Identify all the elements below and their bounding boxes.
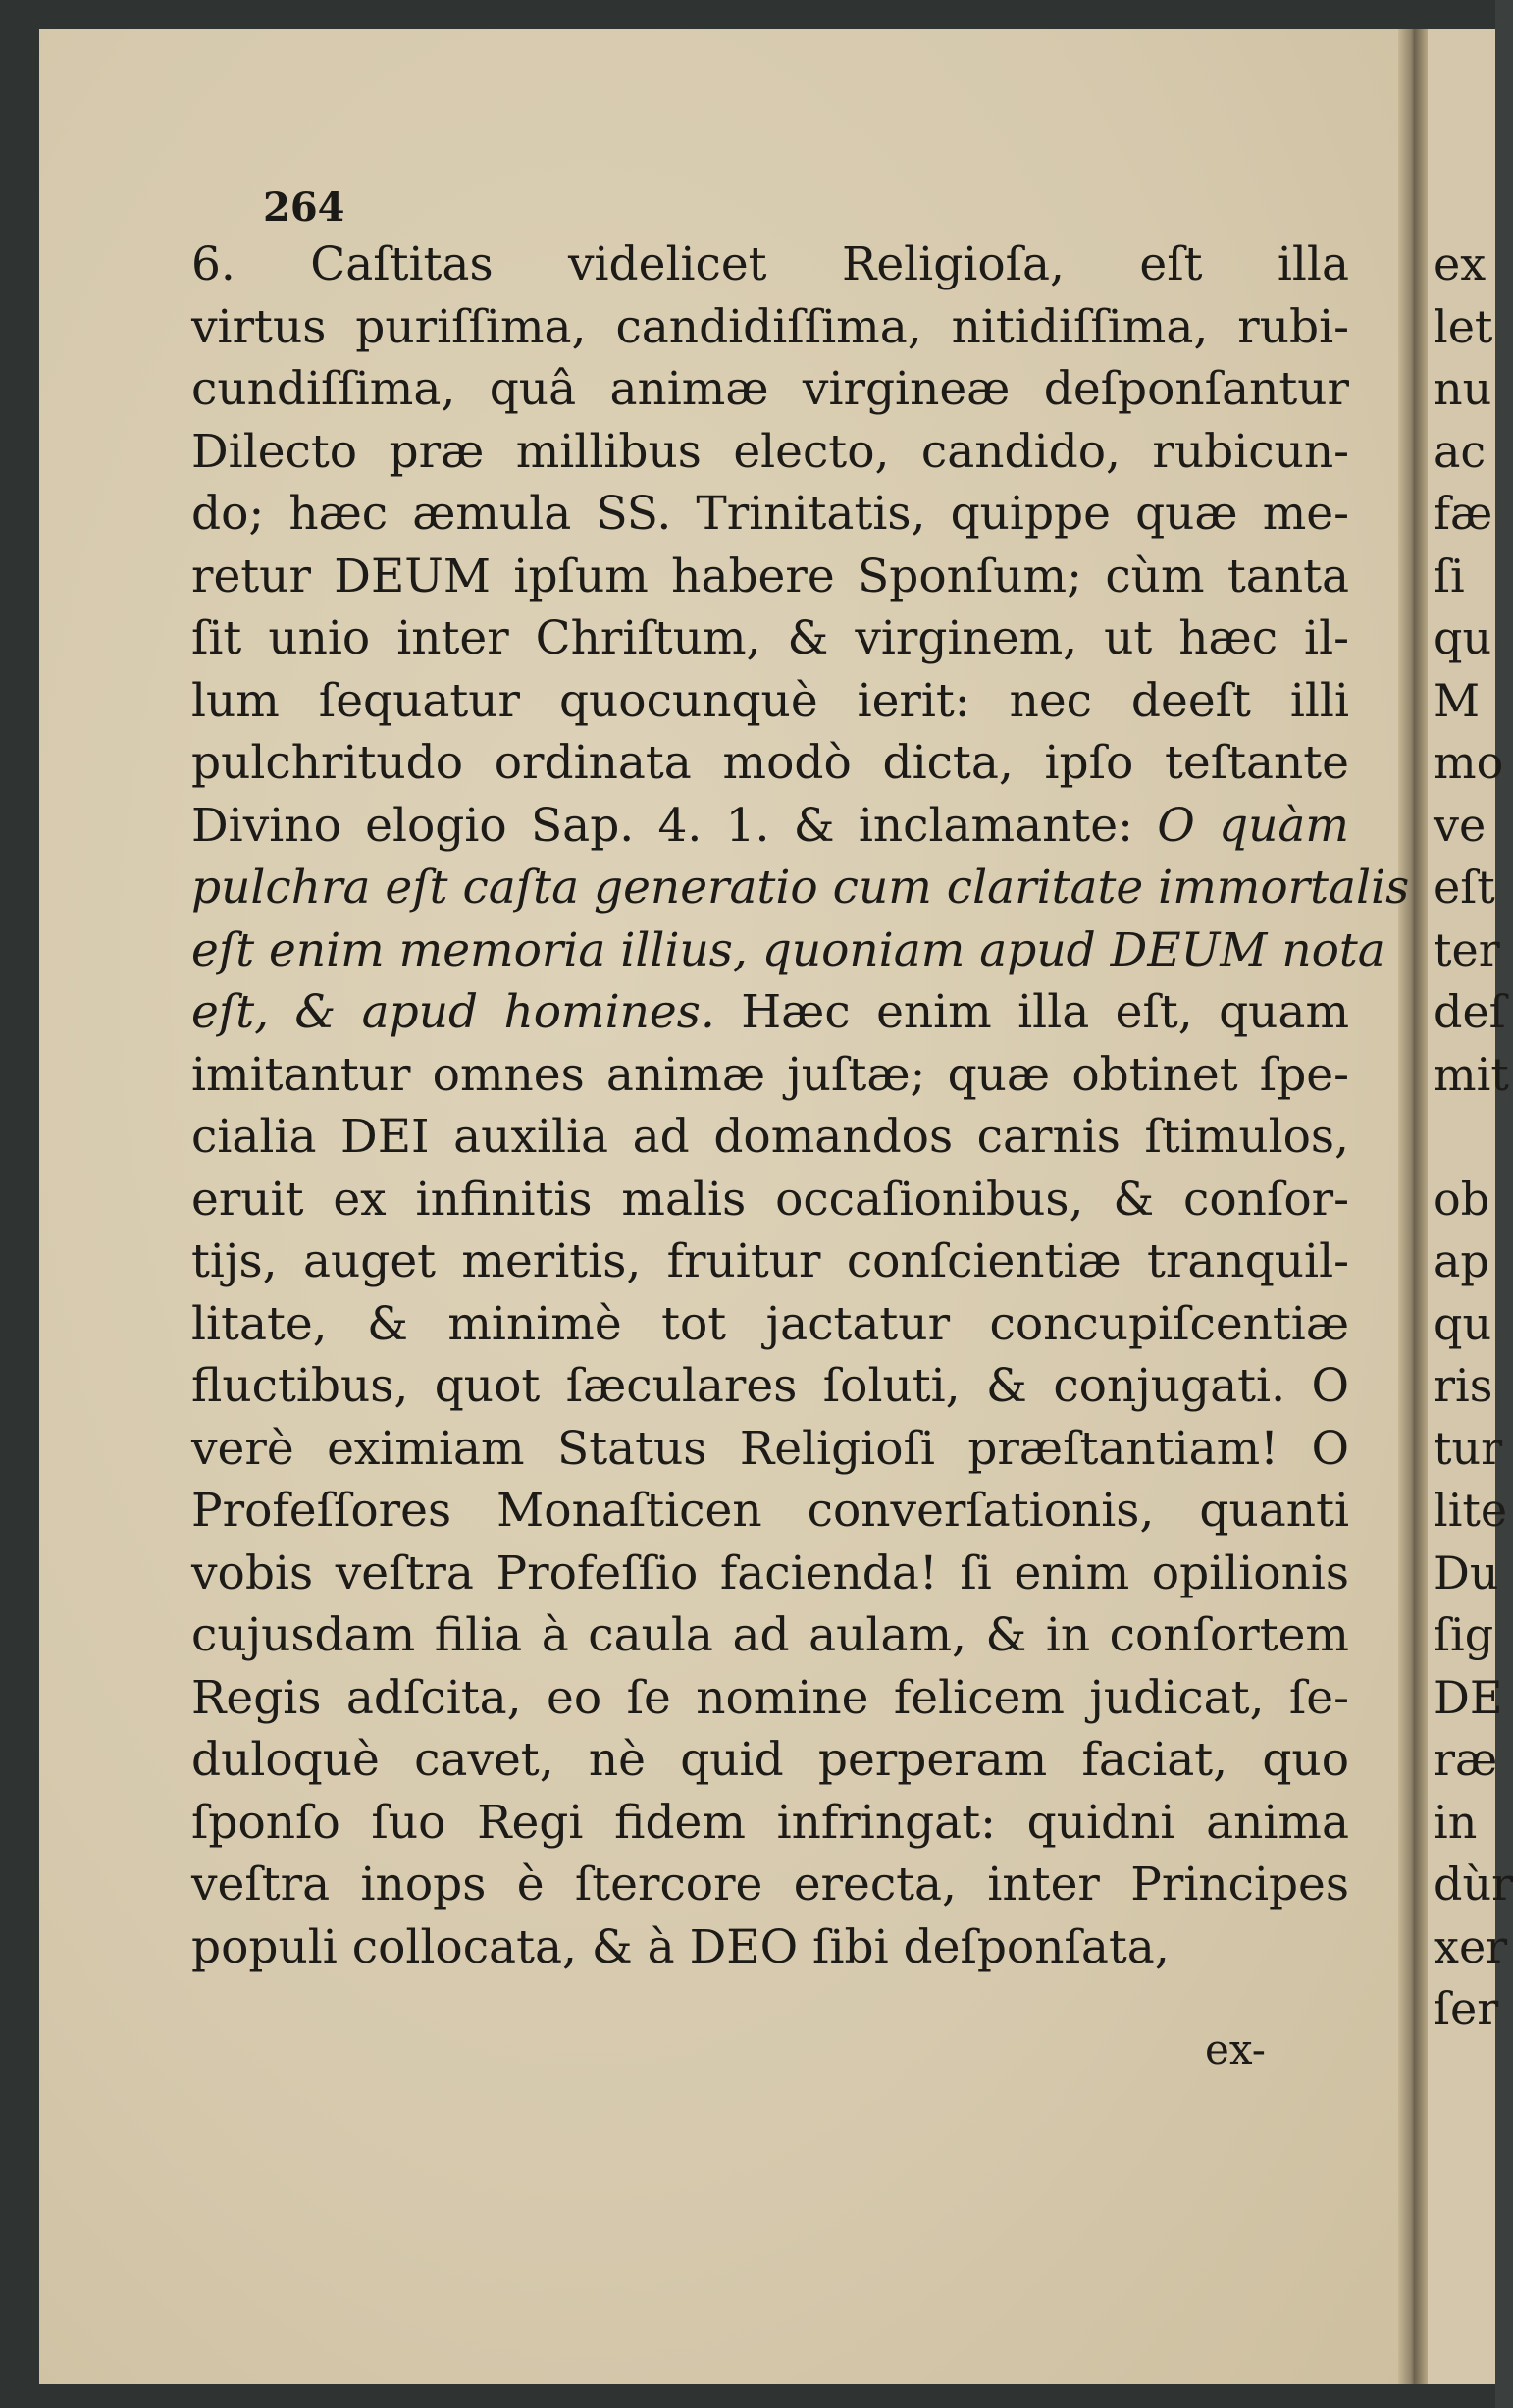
text-line <box>191 795 1349 858</box>
facing-page-fragment: nu <box>1434 362 1492 415</box>
text-run: litate, & minimè tot jactatur concupiſcentiæ <box>191 1296 1349 1351</box>
text-run: eruit ex infinitis malis occaſionibus, & conſor- <box>191 1172 1349 1227</box>
facing-page-fragment: let <box>1434 299 1493 353</box>
facing-page-fragment: ræ <box>1434 1733 1498 1786</box>
text-run: pulchritudo ordinata modò dicta, ipſo teſtante <box>191 736 1349 790</box>
facing-page-fragment: tur <box>1434 1421 1503 1475</box>
facing-page-fragment: ſer <box>1434 1982 1499 2035</box>
facing-page-fragment: deſ <box>1434 985 1506 1038</box>
text-run: cundiſſima, quâ animæ virgineæ deſponſantur <box>191 362 1349 416</box>
text-line <box>191 1480 1349 1543</box>
text-line <box>191 421 1349 484</box>
text-run: lum ſequatur quocunquè ierit: nec deeſt illi <box>191 673 1349 728</box>
text-line <box>191 732 1349 795</box>
text-run: veſtra inops è ſtercore erecta, inter Principes <box>191 1858 1349 1911</box>
facing-page-fragment: fæ <box>1434 487 1493 540</box>
text-line <box>191 483 1349 546</box>
text-run: 6. Caſtitas videlicet Religioſa, eſt illa <box>191 237 1349 291</box>
text-line <box>191 1543 1349 1605</box>
text-line <box>191 607 1349 670</box>
text-run: Hæc enim illa eſt, quam <box>714 985 1350 1039</box>
text-run: ſponſo ſuo Regi fidem infringat: quidni anima <box>191 1795 1349 1850</box>
facing-page-fragment: xer <box>1434 1919 1508 1973</box>
facing-page-fragment: ve <box>1434 798 1487 852</box>
text-line <box>191 1792 1349 1855</box>
paragraph-gap <box>1434 1106 1513 1169</box>
text-line <box>191 1729 1349 1792</box>
facing-page-fragment: eſt <box>1434 861 1495 914</box>
text-line <box>191 857 1410 919</box>
facing-page-fragment: ſig <box>1434 1608 1494 1661</box>
text-line <box>191 1604 1349 1667</box>
facing-page-fragment: DE <box>1434 1670 1503 1724</box>
text-line <box>191 919 1385 982</box>
facing-page-fragment: ac <box>1434 424 1487 478</box>
text-line <box>191 546 1349 608</box>
text-line <box>191 234 1349 296</box>
page-number: 264 <box>263 184 345 231</box>
text-run: ſit unio inter Chriſtum, & virginem, ut hæc il- <box>191 611 1349 665</box>
facing-page-fragment: ap <box>1434 1234 1489 1287</box>
facing-page-fragment: ſi <box>1434 549 1465 602</box>
text-line <box>191 1169 1349 1231</box>
text-line <box>191 296 1349 359</box>
text-line <box>191 1667 1349 1730</box>
text-run: retur DEUM ipſum habere Sponſum; cùm tanta <box>191 549 1349 603</box>
text-run: virtus puriſſima, candidiſſima, nitidiſſima, rubi- <box>191 299 1349 354</box>
text-run: cialia DEI auxilia ad domandos carnis ſtimulos, <box>191 1110 1349 1164</box>
facing-page-text-fragments <box>1434 234 1513 2041</box>
facing-page-fragment: ris <box>1434 1359 1493 1412</box>
text-run: Regis adſcita, eo ſe nomine felicem judicat, ſe- <box>191 1670 1349 1725</box>
text-run: Profeſſores Monaſticen converſationis, quanti <box>191 1484 1349 1538</box>
facing-page-fragment: qu <box>1434 1296 1492 1350</box>
text-line <box>191 1106 1349 1169</box>
text-run: Dilecto præ millibus electo, candido, rubicun- <box>191 424 1349 479</box>
catchword: ex- <box>1205 2025 1266 2073</box>
facing-page-fragment: mit <box>1434 1047 1509 1101</box>
facing-page-fragment: dùr <box>1434 1858 1513 1911</box>
facing-page-fragment: ter <box>1434 922 1500 976</box>
body-text <box>191 234 1410 1978</box>
text-run: fluctibus, quot ſæculares ſoluti, & conjugati. O <box>191 1359 1349 1413</box>
facing-page-fragment: mo <box>1434 736 1504 789</box>
italic-text-run: O quàm <box>1157 798 1349 853</box>
text-line <box>191 1230 1349 1293</box>
text-run: Divino elogio Sap. 4. 1. & inclamante: <box>191 798 1158 853</box>
book-gutter <box>1398 29 1428 2384</box>
facing-page-fragment: ob <box>1434 1172 1490 1226</box>
text-run: do; hæc æmula SS. Trinitatis, quippe quæ me- <box>191 487 1349 541</box>
text-run: tijs, auget meritis, fruitur conſcientiæ tranquil- <box>191 1234 1349 1288</box>
facing-page-fragment: lite <box>1434 1484 1508 1537</box>
italic-text-run: eſt enim memoria illius, quoniam apud DEUM nota <box>191 922 1385 977</box>
text-line <box>191 670 1349 733</box>
text-line <box>191 358 1349 421</box>
text-run: vobis veſtra Profeſſio facienda! ſi enim opilionis <box>191 1545 1349 1600</box>
text-line <box>191 1044 1349 1107</box>
text-run: imitantur omnes animæ juſtæ; quæ obtinet ſpe- <box>191 1047 1349 1102</box>
text-run: populi collocata, & à DEO ſibi deſponſata, <box>191 1919 1170 1974</box>
facing-page-fragment: M <box>1434 673 1481 727</box>
text-line <box>191 1355 1349 1418</box>
italic-text-run: eſt, & apud homines. <box>191 985 715 1039</box>
text-run: cujusdam filia à caula ad aulam, & in conſortem <box>191 1608 1349 1662</box>
facing-page-fragment: ex <box>1434 237 1487 290</box>
text-line <box>191 981 1349 1044</box>
text-line <box>191 1293 1349 1356</box>
facing-page-fragment: in <box>1434 1795 1478 1849</box>
text-run: verè eximiam Status Religioſi præſtantiam! O <box>191 1421 1349 1476</box>
facing-page-fragment: Du <box>1434 1545 1499 1599</box>
text-line <box>191 1854 1349 1916</box>
text-run: duloquè cavet, nè quid perperam faciat, quo <box>191 1733 1349 1787</box>
text-line <box>191 1418 1349 1481</box>
facing-page-fragment: qu <box>1434 611 1492 664</box>
italic-text-run: pulchra eſt caſta generatio cum claritate immortalis <box>191 861 1410 915</box>
text-line <box>191 1916 1349 1979</box>
